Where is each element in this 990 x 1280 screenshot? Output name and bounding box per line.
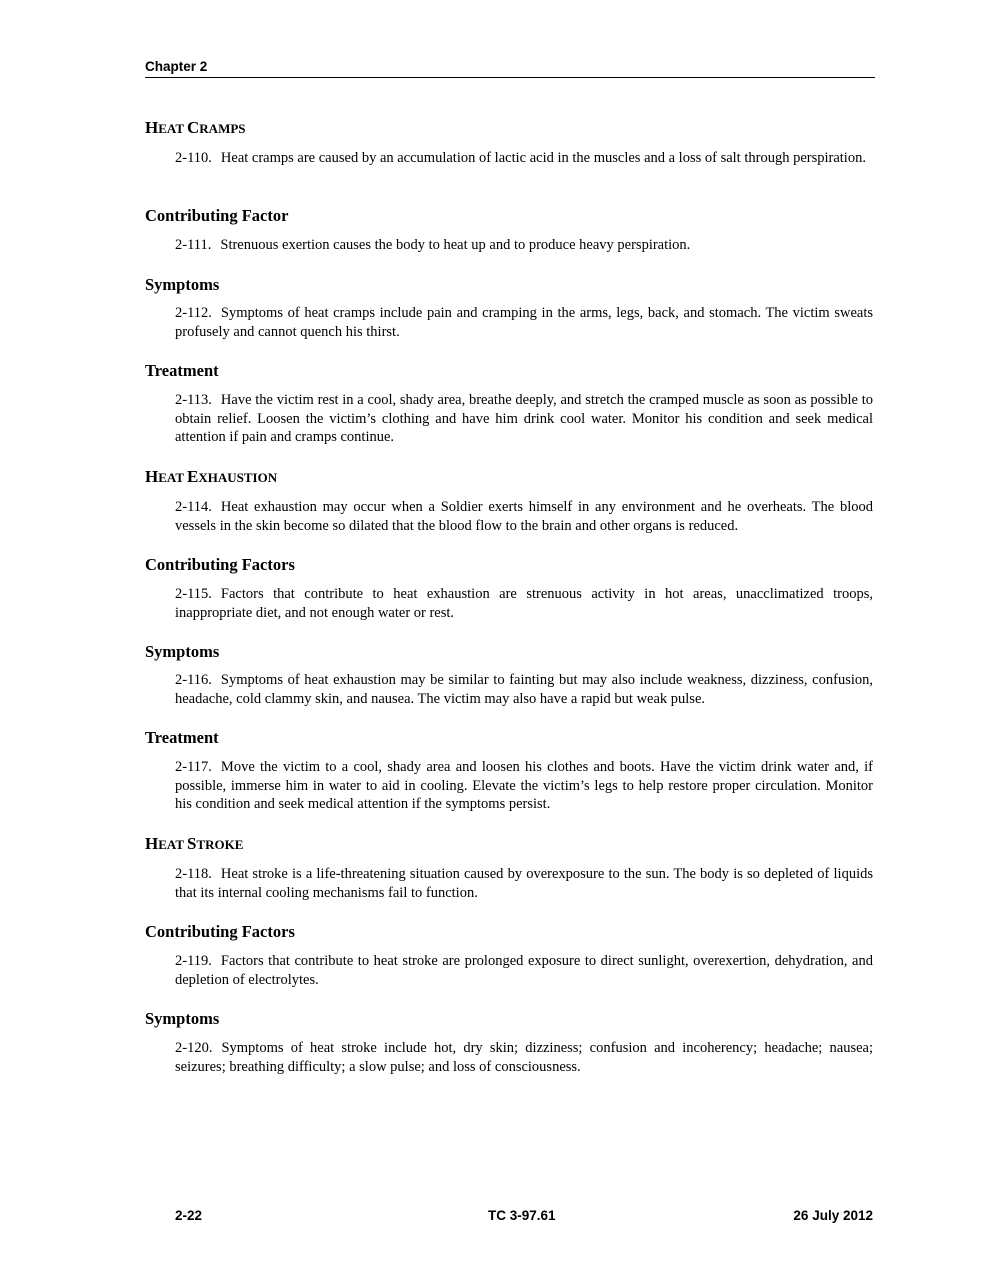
paragraph-2-117: 2-117. Move the victim to a cool, shady area and loosen his clothes and boots. Have the victim drink water and, if possible, immerse him in water to aid in cooling. Elevate the victim’s legs to help restore proper circulation. Monitor his condition and seek medical attention if the symptoms persist. [175, 759, 873, 813]
section-heading-heat-cramps: HEAT CRAMPS [145, 118, 246, 137]
paragraph-2-120: 2-120. Symptoms of heat stroke include hot, dry skin; dizziness; confusion and incoherency; headache; nausea; seizures; breathing difficulty; a slow pulse; and loss of consciousness. [175, 1040, 873, 1075]
subheading-symptoms: Symptoms [145, 1009, 220, 1028]
subheading-treatment: Treatment [145, 728, 219, 747]
paragraph-2-116: 2-116. Symptoms of heat exhaustion may be similar to fainting but may also include weakness, dizziness, confusion, headache, cold clammy skin, and nausea. The victim may also have a rapid but weak pulse. [175, 672, 873, 707]
subheading-symptoms: Symptoms [145, 275, 220, 294]
paragraph-2-115: 2-115. Factors that contribute to heat exhaustion are strenuous activity in hot areas, unacclimatized troops, inappropriate diet, and not enough water or rest. [175, 586, 873, 621]
chapter-label: Chapter 2 [145, 59, 208, 74]
subheading-contributing-factor: Contributing Factor [145, 206, 289, 225]
subheading-contributing-factors: Contributing Factors [145, 555, 295, 574]
paragraph-2-118: 2-118. Heat stroke is a life-threatening situation caused by overexposure to the sun. The body is so depleted of liquids that its internal cooling mechanisms fail to function. [175, 866, 873, 901]
running-header [145, 58, 875, 78]
footer-date: 26 July 2012 [793, 1208, 873, 1223]
section-heading-heat-stroke: HEAT STROKE [145, 834, 244, 853]
paragraph-2-114: 2-114. Heat exhaustion may occur when a Soldier exerts himself in any environment and he overheats. The blood vessels in the skin become so dilated that the blood flow to the brain and other organs is reduced. [175, 499, 873, 534]
subheading-contributing-factors: Contributing Factors [145, 922, 295, 941]
subheading-treatment: Treatment [145, 361, 219, 380]
paragraph-2-119: 2-119. Factors that contribute to heat stroke are prolonged exposure to direct sunlight, overexertion, dehydration, and depletion of electrolytes. [175, 953, 873, 988]
paragraph-2-110: 2-110. Heat cramps are caused by an accumulation of lactic acid in the muscles and a loss of salt through perspiration. [175, 150, 866, 166]
paragraph-2-112: 2-112. Symptoms of heat cramps include pain and cramping in the arms, legs, back, and stomach. The victim sweats profusely and cannot quench his thirst. [175, 305, 873, 340]
section-heading-heat-exhaustion: HEAT EXHAUSTION [145, 467, 278, 486]
subheading-symptoms: Symptoms [145, 642, 220, 661]
footer-document-id: TC 3-97.61 [488, 1208, 556, 1223]
paragraph-2-111: 2-111. Strenuous exertion causes the body to heat up and to produce heavy perspiration. [175, 237, 691, 253]
paragraph-2-113: 2-113. Have the victim rest in a cool, shady area, breathe deeply, and stretch the cramped muscle as soon as possible to obtain relief. Loosen the victim’s clothing and have him drink cool water. Monitor his condition and seek medical attention if pain and cramps continue. [175, 392, 873, 446]
footer-page-number: 2-22 [175, 1208, 203, 1223]
